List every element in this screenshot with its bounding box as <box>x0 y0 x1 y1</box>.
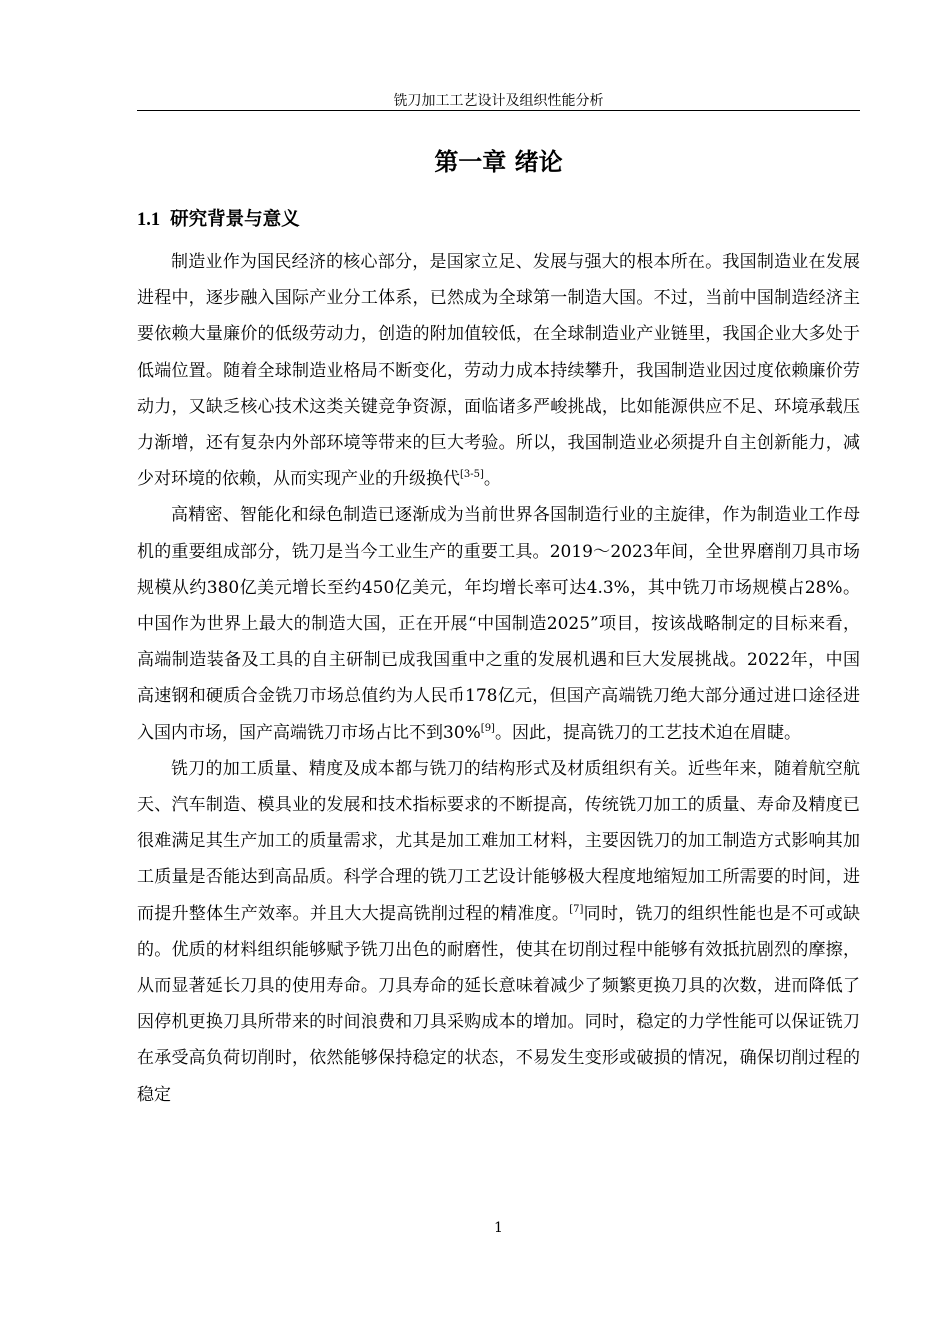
citation: [9] <box>480 722 495 734</box>
paragraph-text: 高精密、智能化和绿色制造已逐渐成为当前世界各国制造行业的主旋律，作为制造业工作母机的重要组成部分，铣刀是当今工业生产的重要工具。2019～2023年间，全世界磨削刀具市场规模从约380亿美元增长至约450亿美元，年均增长率可达4.3%，其中铣刀市场规模占28%。中国作为世界上最大的制造大国，正在开展“中国制造2025”项目，按该战略制定的目标来看，高端制造装备及工具的自主研制已成我国重中之重的发展机遇和巨大发展挑战。2022年，中国高速钢和硬质合金铣刀市场总值约为人民币178亿元，但国产高端铣刀绝大部分通过进口途径进入国内市场，国产高端铣刀市场占比不到30% <box>137 505 860 743</box>
page-number: 1 <box>494 1220 503 1236</box>
section-number: 1.1 <box>137 210 161 230</box>
paragraph-text: 铣刀的加工质量、精度及成本都与铣刀的结构形式及材质组织有关。近些年来，随着航空航天、汽车制造、模具业的发展和技术指标要求的不断提高，传统铣刀加工的质量、寿命及精度已很难满足其生产加工的质量需求，尤其是加工难加工材料，主要因铣刀的加工制造方式影响其加工质量是否能达到高品质。科学合理的铣刀工艺设计能够极大程度地缩短加工所需要的时间，进而提升整体生产效率。并且大大提高铣削过程的精准度。 <box>137 758 860 924</box>
citation: [7] <box>569 903 584 915</box>
chapter-title: 第一章 绪论 <box>434 148 563 176</box>
running-header: 铣刀加工工艺设计及组织性能分析 <box>393 93 604 109</box>
citation: [3-5] <box>460 469 484 481</box>
header-rule <box>137 110 860 111</box>
paragraph <box>137 244 860 497</box>
paragraph-text: 同时，铣刀的组织性能也是不可或缺的。优质的材料组织能够赋予铣刀出色的耐磨性，使其在切削过程中能够有效抵抗剧烈的摩擦，从而显著延长刀具的使用寿命。刀具寿命的延长意味着减少了频繁更换刀具的次数，进而降低了因停机更换刀具所带来的时间浪费和刀具采购成本的增加。同时，稳定的力学性能可以保证铣刀在承受高负荷切削时，依然能够保持稳定的状态，不易发生变形或破损的情况，确保切削过程的稳定 <box>137 903 861 1105</box>
section-title-text: 研究背景与意义 <box>170 209 300 230</box>
paragraph-text: 。因此，提高铣刀的工艺技术迫在眉睫。 <box>494 722 801 743</box>
body-text <box>137 244 860 1113</box>
section-heading <box>137 205 860 235</box>
paragraph <box>137 497 860 750</box>
paragraph-text: 。 <box>483 469 501 490</box>
paragraph-text: 制造业作为国民经济的核心部分，是国家立足、发展与强大的根本所在。我国制造业在发展进程中，逐步融入国际产业分工体系，已然成为全球第一制造大国。不过，当前中国制造经济主要依赖大量廉价的低级劳动力，创造的附加值较低，在全球制造业产业链里，我国企业大多处于低端位置。随着全球制造业格局不断变化，劳动力成本持续攀升，我国制造业因过度依赖廉价劳动力，又缺乏核心技术这类关键竞争资源，面临诸多严峻挑战，比如能源供应不足、环境承载压力渐增，还有复杂内外部环境等带来的巨大考验。所以，我国制造业必须提升自主创新能力，减少对环境的依赖，从而实现产业的升级换代 <box>137 252 860 490</box>
paragraph <box>137 751 860 1113</box>
